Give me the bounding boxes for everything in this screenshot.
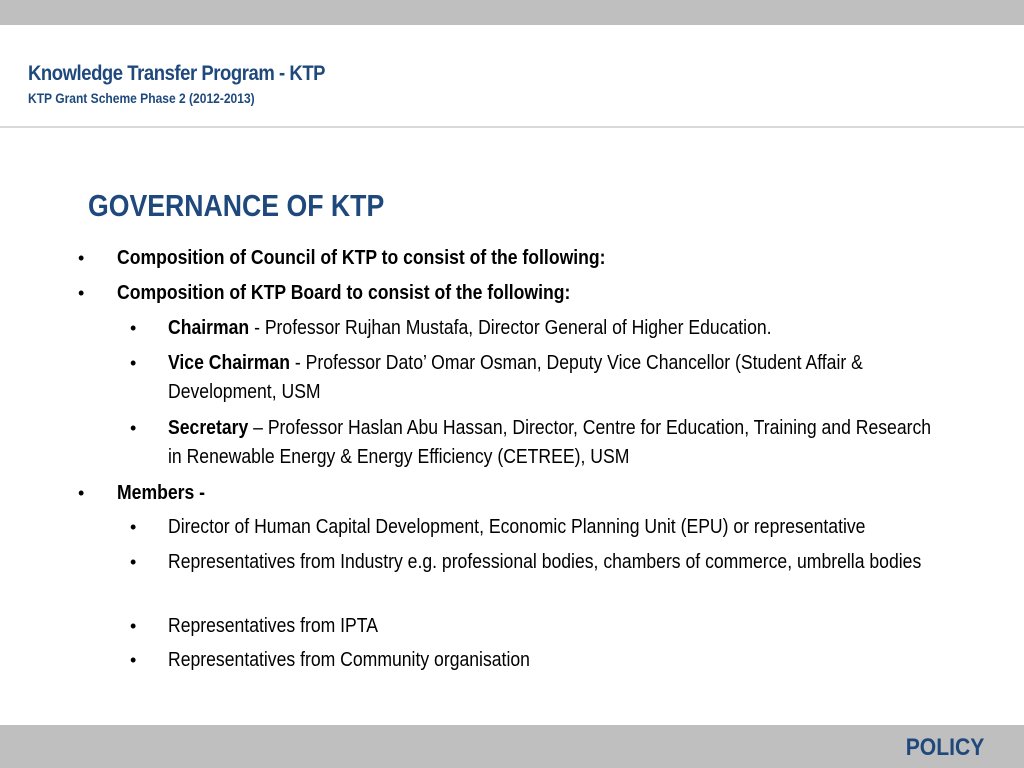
bullet-text — [168, 414, 949, 472]
bullet-label: Secretary — [168, 417, 249, 439]
bullet-body: Representatives from Community organisation — [168, 649, 530, 671]
top-band — [0, 0, 1024, 25]
bullet-text — [168, 612, 949, 641]
bullet-icon: • — [78, 248, 85, 268]
bullet-item-council — [0, 244, 1024, 273]
bullet-label: Members - — [117, 482, 206, 504]
bullet-label: Vice Chairman — [168, 352, 290, 374]
header-divider — [0, 126, 1024, 128]
bullet-text — [168, 548, 949, 577]
bullet-body: - Professor Dato’ Omar Osman, Deputy Vice Chancellor (Student Affair & Development, USM — [168, 352, 863, 403]
header-subtitle: KTP Grant Scheme Phase 2 (2012-2013) — [28, 90, 255, 106]
bullet-icon: • — [130, 353, 137, 373]
bullet-item-industry — [0, 548, 1024, 577]
bullet-text — [117, 479, 962, 508]
bullet-text — [168, 314, 949, 343]
bullet-item-members — [0, 479, 1024, 508]
bullet-body: Representatives from Industry e.g. professional bodies, chambers of commerce, umbrella bodies — [168, 551, 922, 573]
bullet-icon: • — [130, 517, 137, 537]
bullet-item-chairman — [0, 314, 1024, 343]
bullet-item-epu — [0, 513, 1024, 542]
bullet-icon: • — [78, 483, 85, 503]
bullet-item-board — [0, 279, 1024, 308]
bullet-icon: • — [130, 650, 137, 670]
header-title: Knowledge Transfer Program - KTP — [28, 62, 326, 85]
bullet-text — [117, 244, 962, 273]
bullet-label: Composition of Council of KTP to consist of the following: — [117, 247, 606, 269]
header — [0, 25, 1024, 127]
bullet-label: Chairman — [168, 317, 250, 339]
bullet-icon: • — [130, 418, 137, 438]
bullet-body: - Professor Rujhan Mustafa, Director General of Higher Education. — [249, 317, 772, 339]
bullet-label: Composition of KTP Board to consist of the following: — [117, 282, 571, 304]
bullet-text — [168, 513, 949, 542]
bullet-item-vice-chairman — [0, 349, 1024, 407]
bullet-body: Director of Human Capital Development, Economic Planning Unit (EPU) or representative — [168, 516, 866, 538]
bullet-body: Representatives from IPTA — [168, 615, 378, 637]
bullet-item-secretary — [0, 414, 1024, 472]
bullet-text — [117, 279, 962, 308]
footer-band — [0, 725, 1024, 768]
bullet-item-community — [0, 646, 1024, 675]
bullet-body: – Professor Haslan Abu Hassan, Director, Centre for Education, Training and Research in Renewable Energy & Energy Efficiency (CETREE), USM — [168, 417, 932, 468]
bullet-text — [168, 349, 949, 407]
bullet-icon: • — [130, 318, 137, 338]
bullet-icon: • — [130, 616, 137, 636]
footer-label: POLICY — [905, 734, 984, 761]
bullet-text — [168, 646, 949, 675]
bullet-item-ipta — [0, 612, 1024, 641]
section-title: GOVERNANCE OF KTP — [88, 188, 385, 223]
bullet-icon: • — [130, 552, 137, 572]
bullet-icon: • — [78, 283, 85, 303]
